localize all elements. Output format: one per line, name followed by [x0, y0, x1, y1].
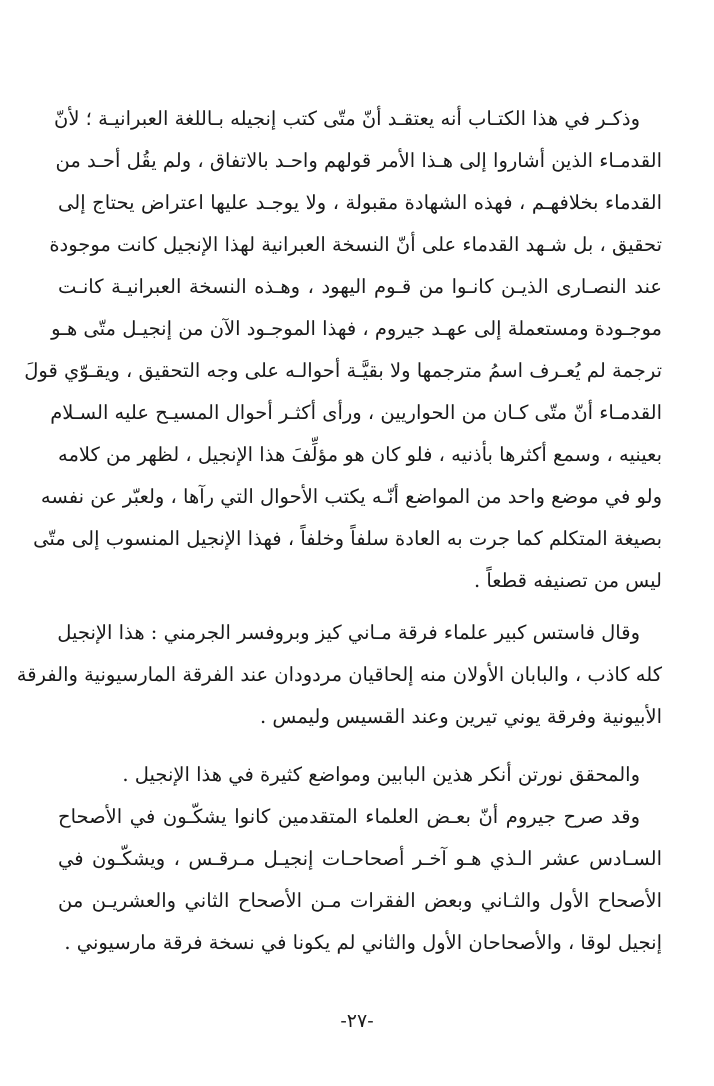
text-line: ولو في موضع واحد من المواضع أنّـه يكتب الأحوال التي رآها ، ولعبّر عن نفسه — [40, 485, 662, 508]
text-line: عند النصـارى الذيـن كانـوا من قـوم اليهود ، وهـذه النسخة العبرانيـة كانـت — [58, 275, 662, 298]
paragraph-4 — [58, 796, 662, 964]
text-line: القدمـاء الذين أشاروا إلى هـذا الأمر قولهم واحـد بالاتفاق ، ولم يقُل أحـد من — [55, 149, 662, 172]
text-line: بصيغة المتكلم كما جرت به العادة سلفاً وخلفاً ، فهذا الإنجيل المنسوب إلى متّى — [33, 527, 662, 550]
text-line: السـادس عشر الـذي هـو آخـر أصحاحـات إنجيـل مـرقـس ، ويشكّـون في — [58, 847, 662, 870]
text-line: الأبيونية وفرقة يوني تيرين وعند القسيس وليمس . — [260, 705, 662, 728]
text-line: وقال فاستس كبير علماء فرقة مـاني كيز وبروفسر الجرمني : هذا الإنجيل — [57, 621, 640, 644]
text-line: ترجمة لم يُعـرف اسمُ مترجمها ولا بقيَّـة أحوالـه على وجه التحقيق ، ويقـوّي قولَ — [24, 359, 662, 382]
text-line: كله كاذب ، والبابان الأولان منه إلحاقيان مردودان عند الفرقة المارسيونية والفرقة — [16, 663, 662, 686]
text-line: تحقيق ، بل شـهد القدماء على أنّ النسخة العبرانية لهذا الإنجيل كانت موجودة — [49, 233, 662, 256]
text-line: والمحقق نورتن أنكر هذين البابين ومواضع كثيرة في هذا الإنجيل . — [122, 763, 640, 786]
text-line: الأصحاح الأول والثـاني وبعض الفقرات مـن الأصحاح الثاني والعشريـن من — [58, 889, 662, 912]
text-line: وقد صرح جيروم أنّ بعـض العلماء المتقدمين كانوا يشكّـون في الأصحاح — [58, 805, 640, 828]
text-line: القدمـاء أنّ متّى كـان من الحواريين ، ورأى أكثـر أحوال المسيـح عليه السـلام — [50, 401, 662, 424]
text-line: القدماء بخلافهـم ، فهذه الشهادة مقبولة ، ولا يوجـد عليها اعتراض يحتاج إلى — [58, 191, 662, 214]
text-line: موجـودة ومستعملة إلى عهـد جيروم ، فهذا الموجـود الآن من إنجيـل متّى هـو — [51, 317, 662, 340]
text-line: بعينيه ، وسمع أكثرها بأذنيه ، فلو كان هو مؤلِّفَ هذا الإنجيل ، لظهر من كلامه — [58, 443, 662, 466]
paragraph-2 — [16, 612, 662, 738]
text-line: إنجيل لوقا ، والأصحاحان الأول والثاني لم يكونا في نسخة فرقة مارسيوني . — [64, 931, 662, 954]
paragraph-1 — [24, 98, 662, 602]
text-line: ليس من تصنيفه قطعاً . — [473, 569, 662, 592]
text-line: وذكـر في هذا الكتـاب أنه يعتقـد أنّ متّى كتب إنجيله بـاللغة العبرانيـة ؛ لأنّ — [54, 107, 640, 130]
paragraph-3 — [58, 754, 662, 796]
page-number: -٢٧- — [340, 1010, 374, 1032]
